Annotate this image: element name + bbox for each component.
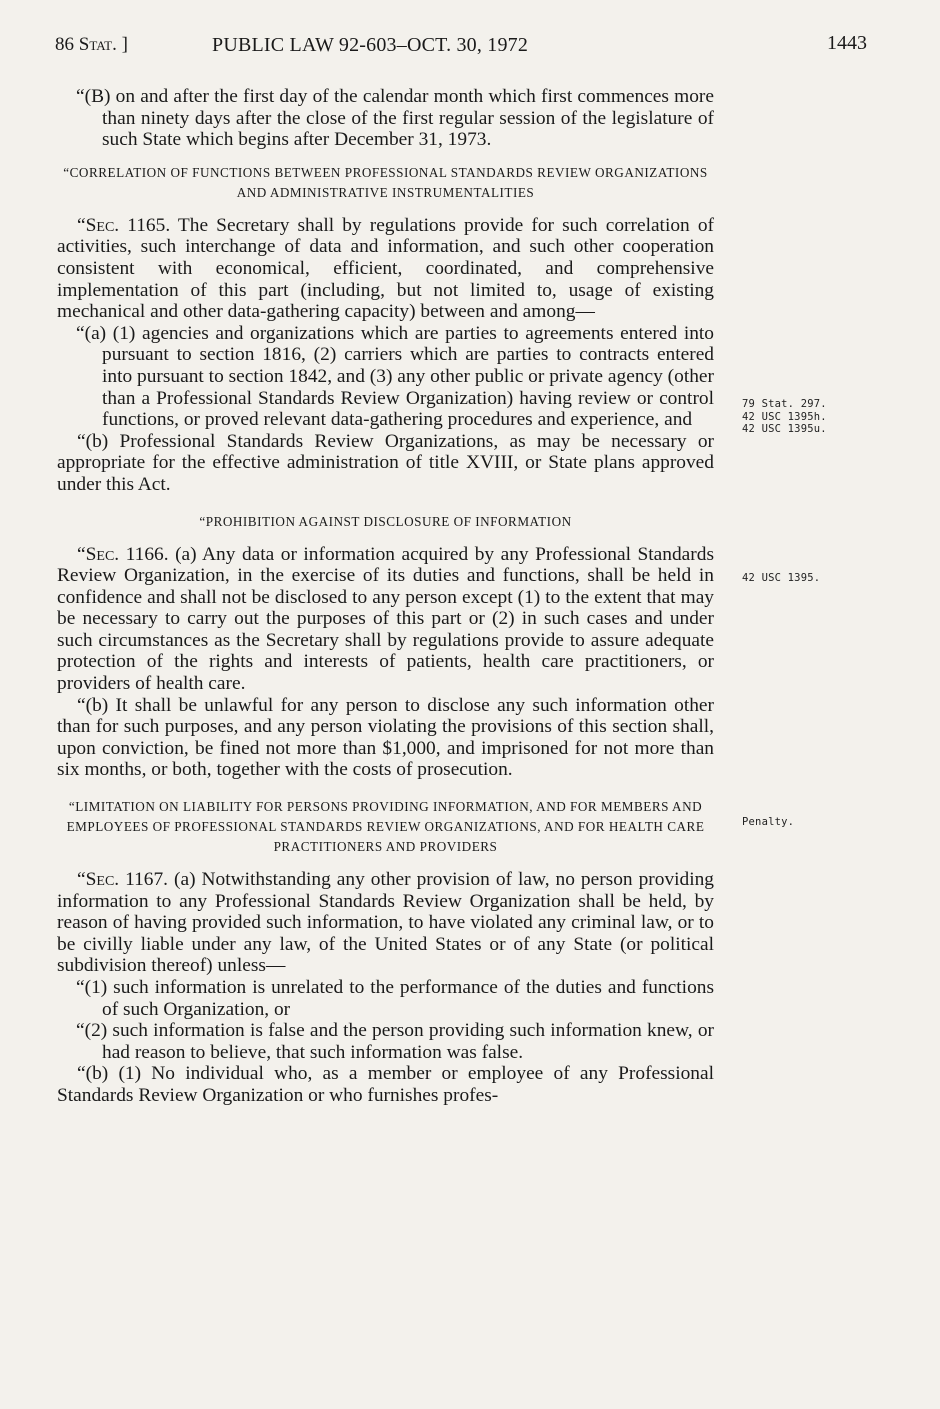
page-title: PUBLIC LAW 92-603–OCT. 30, 1972: [212, 34, 529, 56]
sec-1167-text: 1167. (a) Notwithstanding any other provision of law, no person providing information to any Professional Standards Review Organization shall be held, by reason of having provided such information, to have violated any criminal law, or to be civilly liable under any law, of the United States or of any State (or political subdivision thereof) unless—: [57, 869, 714, 977]
margin-note-line: 42 USC 1395u.: [742, 423, 827, 435]
paragraph-sec-1167-a2: “(2) such information is false and the person providing such information knew, or had reason to believe, that such information was false.: [76, 1020, 714, 1063]
sec-1166-lead: “Sec.: [77, 543, 120, 565]
stat-volume: 86: [55, 34, 74, 55]
margin-note-usc-1395: 42 USC 1395.: [742, 572, 821, 584]
heading-sec-1166: “PROHIBITION AGAINST DISCLOSURE OF INFORMATION: [199, 513, 572, 529]
paragraph-sec-1166-a: [57, 544, 714, 695]
paragraph-sec-1165: [57, 215, 714, 323]
sec-1165-lead: “Sec.: [77, 214, 120, 236]
paragraph-b-date: “(B) on and after the first day of the calendar month which first commences more than ninety days after the close of the first regular session of the legislature of such State which begins after December 31, 1973.: [76, 86, 714, 151]
paragraph-sec-1165-a: “(a) (1) agencies and organizations which are parties to agreements entered into pursuant to section 1816, (2) carriers which are parties to contracts entered into pursuant to section 1842, and (3) any other public or private agency (other than a Professional Standards Review Organization) having review or control functions, or proved relevant data-gathering procedures and experience, and: [76, 322, 714, 431]
paragraph-sec-1167-b1: “(b) (1) No individual who, as a member or employee of any Professional Standards Review Organization or who furnishes profes-: [57, 1063, 714, 1106]
margin-note-penalty: Penalty.: [742, 816, 795, 828]
sec-1165-text: 1165. The Secretary shall by regulations provide for such correlation of activities, such interchange of data and information, and such other cooperation consistent with economical, efficient, coordinated, and comprehensive implementation of this part (including, but not limited to, usage of existing mechanical and other data-gathering capacity) between and among—: [57, 214, 714, 323]
margin-note-line: 79 Stat. 297.: [742, 398, 827, 410]
sec-1167-lead: “Sec.: [77, 869, 120, 891]
page-number: 1443: [827, 32, 867, 54]
stat-bracket: ]: [121, 34, 128, 55]
paragraph-sec-1166-b: “(b) It shall be unlawful for any person to disclose any such information other than for such purposes, and any person violating the provisions of this section shall, upon conviction, be fined not more than $1,000, and imprisoned for not more than six months, or both, together with the costs of prosecution.: [57, 694, 714, 781]
margin-note-citations: [742, 398, 827, 436]
paragraph-sec-1167-a1: “(1) such information is unrelated to the performance of the duties and functions of such Organization, or: [76, 977, 714, 1020]
paragraph-sec-1165-b: “(b) Professional Standards Review Organizations, as may be necessary or appropriate for the effective administration of title XVIII, or State plans approved under this Act.: [57, 430, 714, 495]
heading-sec-1165: “CORRELATION OF FUNCTIONS BETWEEN PROFESSIONAL STANDARDS REVIEW ORGANIZATIONS AND ADMINISTRATIVE INSTRUMENTALITIES: [63, 164, 708, 200]
margin-note-line: 42 USC 1395h.: [742, 410, 827, 423]
paragraph-sec-1167-a: [57, 869, 714, 977]
sec-1166-text: 1166. (a) Any data or information acquired by any Professional Standards Review Organization, in the exercise of its duties and functions, shall be held in confidence and shall not be disclosed to any person except (1) to the extent that may be necessary to carry out the purposes of this part or (2) in such cases and under such circumstances as the Secretary shall by regulations provide to assure adequate protection of the rights and interests of patients, health care practitioners, or providers of health care.: [57, 543, 714, 695]
stat-citation: [55, 34, 128, 56]
heading-sec-1167: “LIMITATION ON LIABILITY FOR PERSONS PROVIDING INFORMATION, AND FOR MEMBERS AND EMPLOYEES OF PROFESSIONAL STANDARDS REVIEW ORGANIZATIONS, AND FOR HEALTH CARE PRACTITIONERS AND PROVIDERS: [66, 799, 705, 855]
page-header: [55, 34, 867, 64]
stat-label: Stat.: [78, 34, 117, 55]
page-body: [57, 86, 714, 1107]
